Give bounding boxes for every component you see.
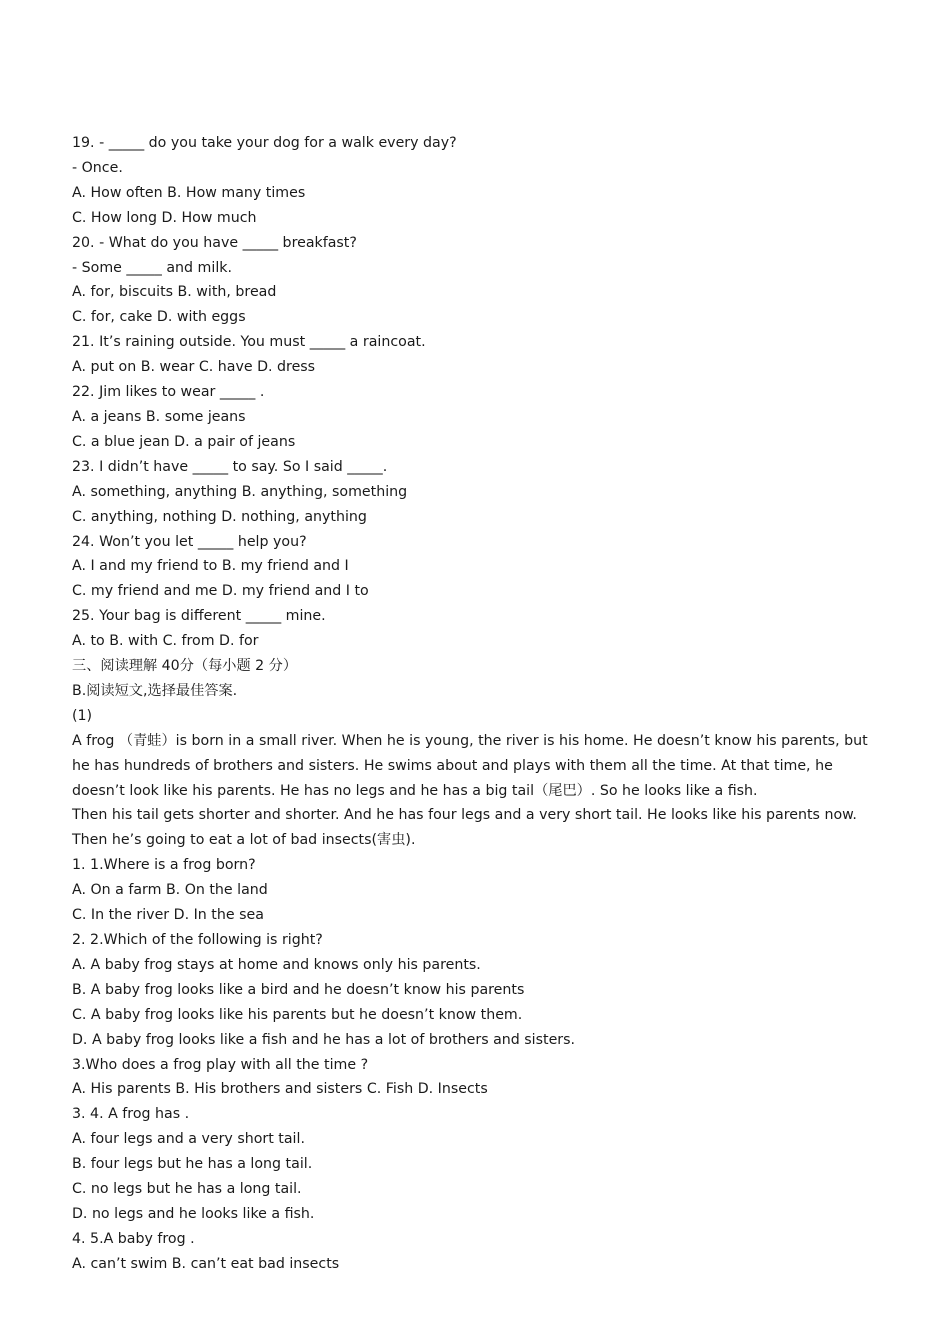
options-line: A. How often B. How many times (72, 184, 306, 201)
question-25: 25. Your bag is different _____ mine. (72, 608, 326, 625)
options-line: C. How long D. How much (72, 209, 257, 226)
document-page (72, 131, 884, 1277)
options-line: D. A baby frog looks like a fish and he has a lot of brothers and sisters. (72, 1031, 576, 1048)
reading-question-4: 3. 4. A frog has . (72, 1106, 190, 1123)
section-instruction: B.阅读短文,选择最佳答案. (72, 682, 238, 699)
options-line: A. to B. with C. from D. for (72, 633, 259, 650)
passage-paragraph-1: A frog （青蛙）is born in a small river. When he is young, the river is his home. He doesn’t know his parents, but he has hundreds of brothers and sisters. He swims about and plays with them all the time. At that time, he doesn’t look like his parents. He has no legs and he has a big tail（尾巴）. So he looks like a fish. (72, 732, 868, 799)
question-22: 22. Jim likes to wear _____ . (72, 384, 265, 401)
options-line: C. no legs but he has a long tail. (72, 1181, 302, 1198)
reading-question-3: 3.Who does a frog play with all the time ? (72, 1056, 369, 1073)
options-line: A. for, biscuits B. with, bread (72, 284, 277, 301)
passage-paragraph-2: Then his tail gets shorter and shorter. And he has four legs and a very short tail. He looks like his parents now. Then he’s going to eat a lot of bad insects(害虫). (72, 807, 857, 849)
answer-line: - Some _____ and milk. (72, 259, 232, 276)
answer-line: - Once. (72, 159, 123, 176)
reading-question-1: 1. 1.Where is a frog born? (72, 857, 256, 874)
options-line: A. four legs and a very short tail. (72, 1131, 305, 1148)
reading-question-5: 4. 5.A baby frog . (72, 1230, 195, 1247)
options-line: C. In the river D. In the sea (72, 907, 264, 924)
options-line: C. my friend and me D. my friend and I to (72, 583, 369, 600)
options-line: D. no legs and he looks like a fish. (72, 1205, 315, 1222)
options-line: C. anything, nothing D. nothing, anything (72, 508, 367, 525)
passage-number: (1) (72, 707, 93, 724)
options-line: A. can’t swim B. can’t eat bad insects (72, 1255, 340, 1272)
reading-question-2: 2. 2.Which of the following is right? (72, 932, 323, 948)
question-19: 19. - _____ do you take your dog for a walk every day? (72, 135, 457, 151)
options-line: A. something, anything B. anything, something (72, 483, 408, 500)
options-line: B. A baby frog looks like a bird and he doesn’t know his parents (72, 981, 525, 998)
question-24: 24. Won’t you let _____ help you? (72, 533, 307, 550)
options-line: A. On a farm B. On the land (72, 882, 268, 899)
section-heading: 三、阅读理解 40分（每小题 2 分） (72, 658, 298, 675)
question-20: 20. - What do you have _____ breakfast? (72, 234, 357, 251)
options-line: C. for, cake D. with eggs (72, 309, 246, 326)
options-line: C. A baby frog looks like his parents but he doesn’t know them. (72, 1006, 523, 1023)
options-line: A. put on B. wear C. have D. dress (72, 359, 316, 376)
question-23: 23. I didn’t have _____ to say. So I said _____. (72, 458, 388, 475)
question-21: 21. It’s raining outside. You must _____ a raincoat. (72, 334, 426, 351)
options-line: A. A baby frog stays at home and knows only his parents. (72, 956, 481, 973)
options-line: A. His parents B. His brothers and sisters C. Fish D. Insects (72, 1081, 488, 1098)
options-line: C. a blue jean D. a pair of jeans (72, 433, 296, 450)
options-line: A. I and my friend to B. my friend and I (72, 558, 349, 575)
options-line: A. a jeans B. some jeans (72, 408, 246, 425)
options-line: B. four legs but he has a long tail. (72, 1156, 313, 1173)
